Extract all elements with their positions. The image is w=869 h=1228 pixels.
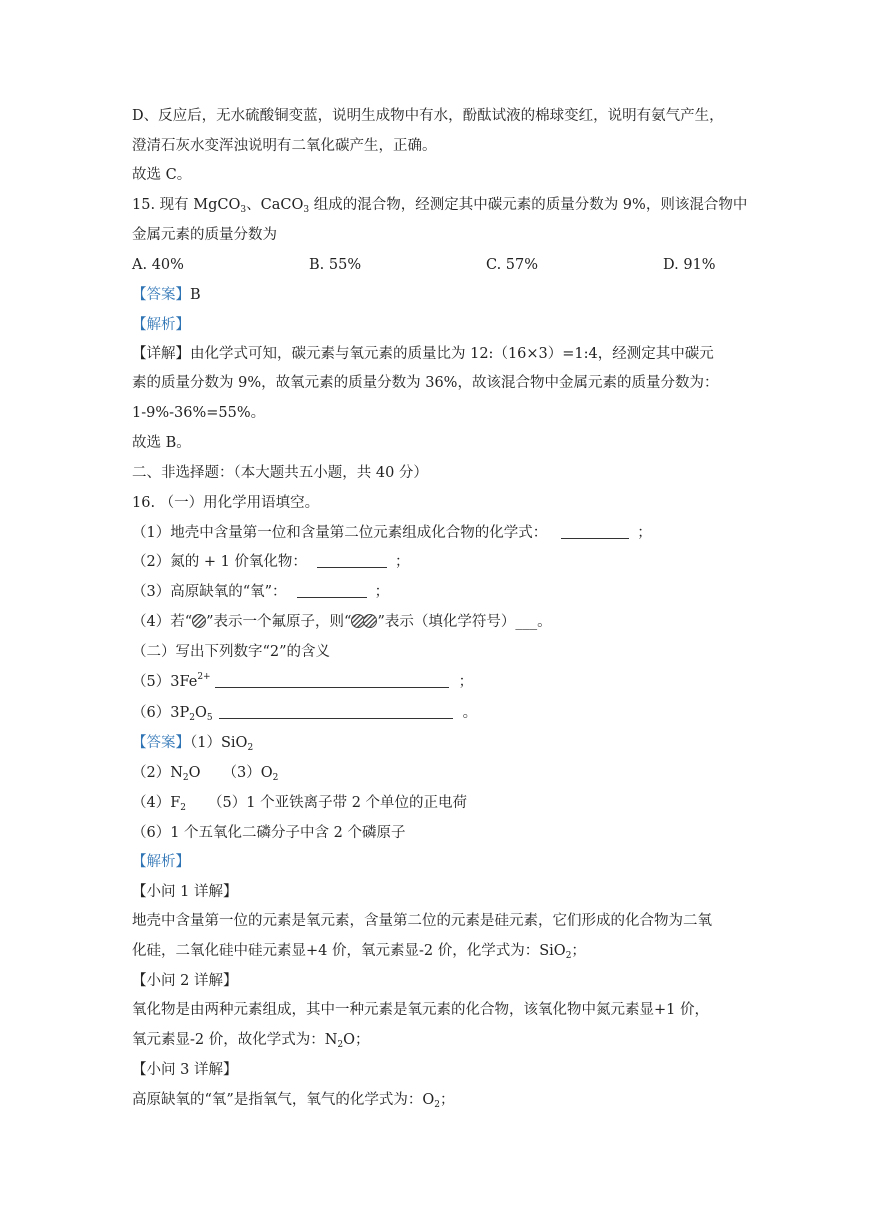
text: D、反应后，无水硫酸铜变蓝，说明生成物中有水，酚酞试液的棉球变红，说明有氨气产生， [132, 108, 724, 124]
text: 组成的混合物，经测定其中碳元素的质量分数为 9%，则该混合物中 [309, 197, 748, 213]
question-16-part2 [132, 642, 330, 662]
text: ； [571, 943, 586, 959]
text: （1）SiO [190, 735, 248, 751]
subscript: 2 [272, 773, 279, 783]
subscript: 2 [565, 951, 572, 961]
text: ”表示一个氟原子，则“ [206, 614, 352, 630]
subscript: 2 [189, 713, 195, 723]
text: 15. 现有 MgCO [132, 197, 241, 213]
answer-blank [219, 704, 453, 719]
text: （5）1 个亚铁离子带 2 个单位的正电荷 [208, 795, 468, 811]
answer-value: B [190, 287, 201, 303]
text: 、CaCO [246, 197, 304, 213]
sub-question-2-heading [132, 971, 237, 991]
text: 【小问 1 详解】 [132, 884, 238, 900]
question-16-1 [132, 523, 652, 543]
text: （6）3P [132, 705, 190, 721]
subscript: 2 [434, 1100, 440, 1110]
text: 化硅，二氧化硅中硅元素显+4 价，氧元素显-2 价，化学式为：SiO [132, 943, 566, 959]
text: ； [439, 1092, 455, 1108]
answer-16-6 [132, 823, 406, 843]
text: O [188, 765, 201, 781]
text-line [132, 911, 712, 931]
subscript: 5 [206, 713, 213, 723]
question-15-stem-cont [132, 225, 277, 245]
text-line [132, 1000, 709, 1020]
subscript: 2 [247, 743, 254, 753]
subscript: 2 [180, 803, 187, 813]
answer-15 [132, 285, 201, 305]
text-line [132, 106, 724, 126]
answer-blank [297, 583, 367, 598]
answer-16-2-3 [132, 763, 278, 783]
subscript: 2 [337, 1040, 344, 1050]
fluorine-atom-icon [192, 614, 206, 628]
section-heading [132, 463, 428, 483]
subscript: 3 [303, 205, 310, 215]
text: （2）氮的 + 1 价氧化物： [132, 554, 307, 570]
option-a: A. 40% [132, 257, 184, 273]
text: ； [374, 584, 390, 600]
text-line [132, 373, 718, 393]
subscript: 3 [240, 205, 247, 215]
subscript: 2 [182, 773, 189, 783]
text: 【小问 3 详解】 [132, 1062, 238, 1078]
text: 澄清石灰水变浑浊说明有二氧化碳产生，正确。 [132, 138, 437, 154]
question-16-stem [132, 493, 319, 513]
question-15-options [132, 255, 752, 275]
text: 高原缺氧的“氧”是指氧气，氧气的化学式为：O [132, 1092, 435, 1108]
text: 故选 B。 [132, 435, 191, 451]
text-line [132, 403, 265, 423]
text: ； [458, 674, 474, 690]
question-16-2 [132, 552, 409, 572]
detail-tag: 【详解】 [132, 346, 190, 362]
text: （4）F [132, 795, 181, 811]
answer-16-4-5 [132, 793, 467, 813]
text: ； [394, 554, 410, 570]
text: 氧元素显-2 价，故化学式为：N [132, 1032, 338, 1048]
option-c: C. 57% [486, 257, 539, 273]
answer-blank [561, 524, 629, 539]
text: ”表示（填化学符号）___。 [377, 614, 552, 630]
analysis-16 [132, 852, 190, 872]
text-line [132, 165, 191, 185]
text: 故选 C。 [132, 167, 192, 183]
text: 地壳中含量第一位的元素是氧元素，含量第二位的元素是硅元素，它们形成的化合物为二氧 [132, 913, 712, 929]
text: 金属元素的质量分数为 [132, 227, 277, 243]
answer-tag: 【答案】 [132, 287, 190, 303]
text: （1）地壳中含量第一位和含量第二位元素组成化合物的化学式： [132, 525, 548, 541]
text-line [132, 941, 586, 961]
detail-15 [132, 344, 714, 364]
question-16-4 [132, 612, 552, 632]
text: （5）3Fe [132, 674, 198, 690]
text-line [132, 1030, 370, 1050]
text: O； [343, 1032, 370, 1048]
text: 氧化物是由两种元素组成，其中一种元素是氧元素的化合物，该氧化物中氮元素显+1 价， [132, 1002, 709, 1018]
text: （6）1 个五氧化二磷分子中含 2 个磷原子 [132, 825, 406, 841]
text: 由化学式可知，碳元素与氧元素的质量比为 12:（16×3）=1:4，经测定其中碳元 [190, 346, 714, 362]
text: ； [637, 525, 652, 541]
text: （二）写出下列数字“2”的含义 [132, 644, 331, 660]
text: （4）若“ [132, 614, 193, 630]
text: 素的质量分数为 9%，故氧元素的质量分数为 36%，故该混合物中金属元素的质量分数为： [132, 375, 719, 391]
text: 。 [462, 705, 478, 721]
sub-question-3-heading [132, 1060, 237, 1080]
option-b: B. 55% [309, 257, 362, 273]
text-line [132, 136, 437, 156]
text: （3）O [222, 765, 273, 781]
text: 1-9%-36%=55%。 [132, 405, 266, 421]
text-line [132, 433, 191, 453]
text: O [194, 705, 207, 721]
text-line [132, 1090, 454, 1110]
superscript: 2+ [197, 672, 211, 682]
text: 【小问 2 详解】 [132, 973, 238, 989]
option-d: D. 91% [663, 257, 716, 273]
analysis-tag: 【解析】 [132, 854, 190, 870]
answer-16-1 [132, 733, 253, 753]
answer-blank [317, 553, 387, 568]
text: 二、非选择题：（本大题共五小题，共 40 分） [132, 465, 428, 481]
question-16-6 [132, 703, 477, 723]
text: 16. （一）用化学用语填空。 [132, 495, 320, 511]
analysis-15 [132, 315, 190, 335]
analysis-tag: 【解析】 [132, 317, 190, 333]
question-15-stem [132, 195, 747, 215]
fluorine-atom-icon [363, 614, 377, 628]
answer-tag: 【答案】 [132, 735, 190, 751]
question-16-5 [132, 672, 473, 692]
text: （3）高原缺氧的“氧”： [132, 584, 287, 600]
sub-question-1-heading [132, 882, 237, 902]
answer-blank [215, 673, 449, 688]
text: （2）N [132, 765, 183, 781]
question-16-3 [132, 582, 389, 602]
